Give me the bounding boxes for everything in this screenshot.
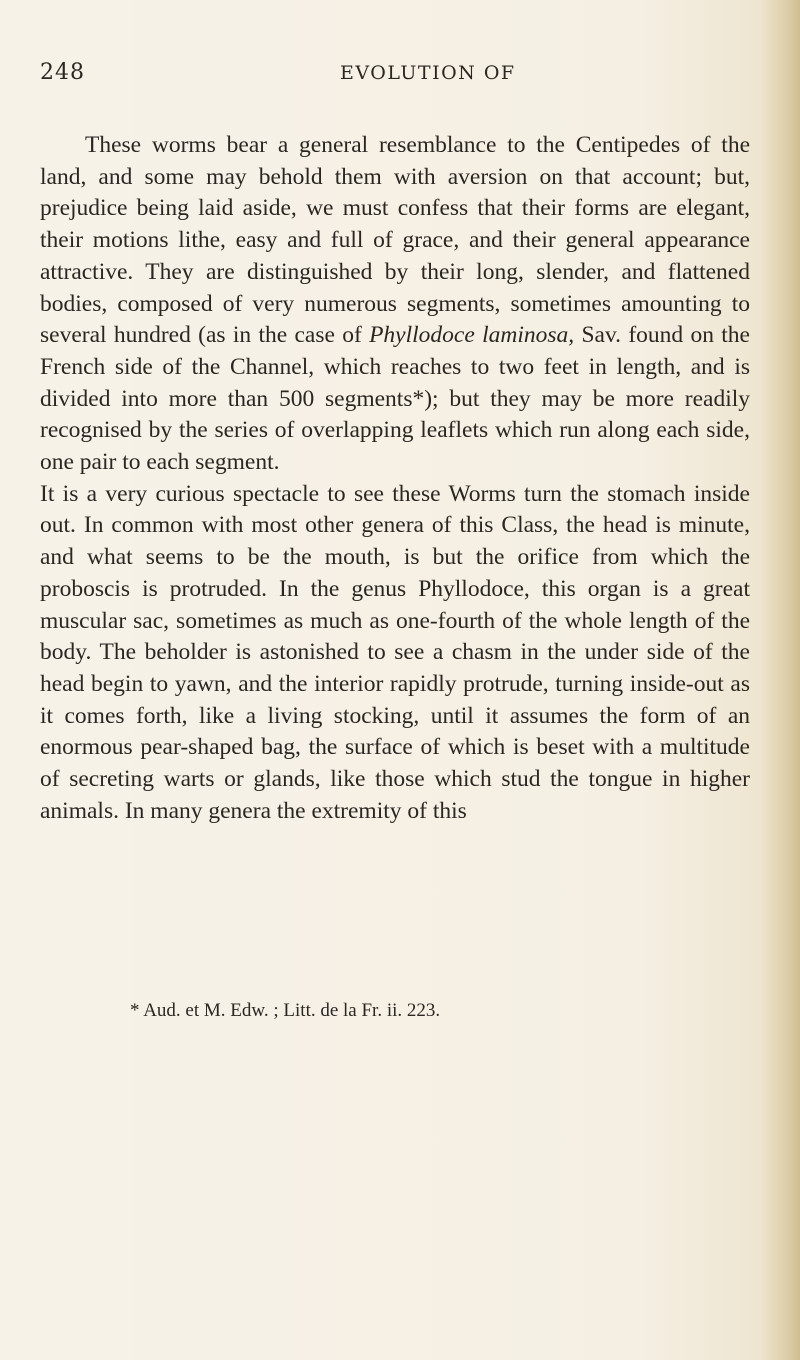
- paragraph-1-text-a: These worms bear a general resemblance to the Centipedes of the land, and some may behold them with aversion on that account; but, prejudice being laid aside, we must confess that their forms are elegant, their motions lithe, easy and full of grace, and their general appearance attractive. They are distinguished by their long, slender, and flattened bodies, composed of very numerous segments, sometimes amounting to several hundred (as in the case of: [40, 132, 750, 349]
- page-edge-shading: [762, 0, 800, 1360]
- paragraph-1: [40, 130, 750, 479]
- paragraph-2: It is a very curious spectacle to see these Worms turn the stomach inside out. In common with most other genera of this Class, the head is minute, and what seems to be the mouth, is but the orifice from which the proboscis is protruded. In the genus Phyllodoce, this organ is a great muscular sac, sometimes as much as one-fourth of the whole length of the body. The beholder is astonished to see a chasm in the under side of the head begin to yawn, and the interior rapidly protrude, turning inside-out as it comes forth, like a living stocking, until it assumes the form of an enormous pear-shaped bag, the surface of which is beset with a multitude of secreting warts or glands, like those which stud the tongue in higher animals. In many genera the extremity of this: [40, 480, 750, 824]
- body-text: [40, 130, 750, 827]
- running-head: EVOLUTION OF: [340, 62, 516, 84]
- page-number: 248: [40, 60, 85, 85]
- footnote: * Aud. et M. Edw. ; Litt. de la Fr. ii. 223.: [130, 1000, 441, 1021]
- page-header: [40, 60, 740, 92]
- paragraph-1-text-b: Sav. found on the French side of the Channel, which reaches to two feet in length, and is divided into more than 500 segments*); but they may be more readily recognised by the series of overlapping leaflets which run along each side, one pair to each segment.: [40, 322, 750, 476]
- species-name-italic: Phyllodoce laminosa,: [369, 322, 575, 349]
